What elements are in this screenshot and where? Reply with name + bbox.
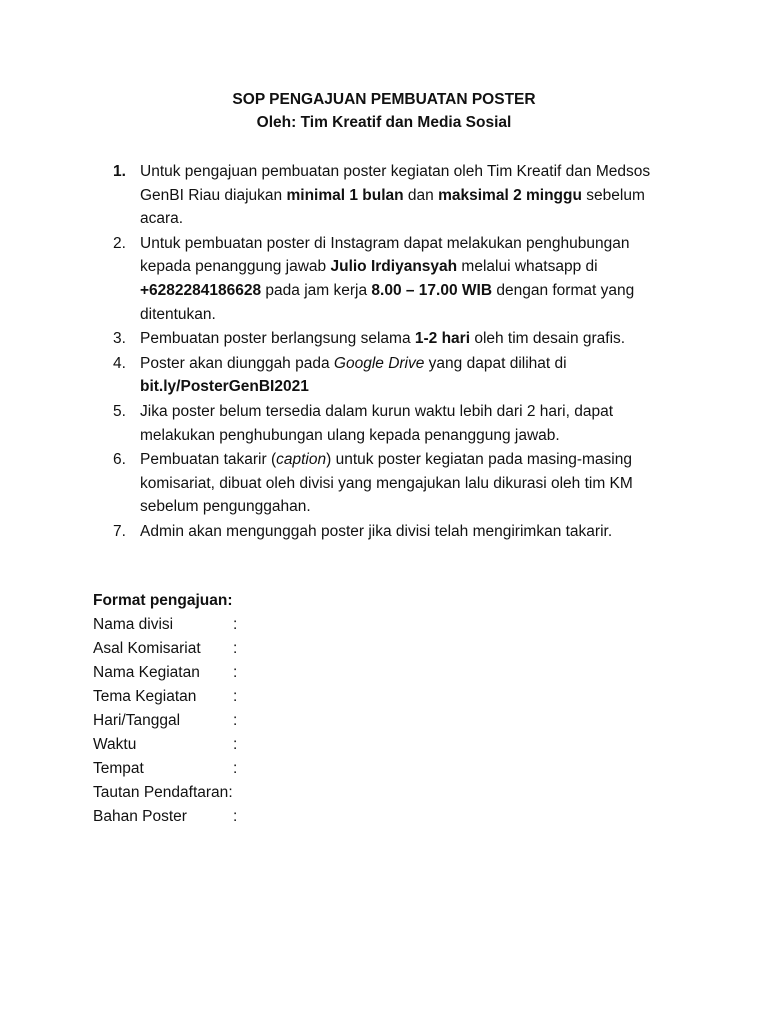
list-item-number: 5.	[113, 402, 126, 420]
form-field-label: Tema Kegiatan	[93, 688, 197, 705]
list-item-number: 1.	[113, 163, 126, 180]
list-item-number: 2.	[113, 234, 126, 252]
form-field-label: Tautan Pendaftaran	[93, 784, 229, 801]
form-field-row: Asal Komisariat :	[93, 637, 245, 661]
list-item-number: 4.	[113, 354, 126, 372]
form-field-label: Nama divisi	[93, 616, 174, 633]
form-field-row: Hari/Tanggal :	[93, 709, 245, 733]
form-heading: Format pengajuan:	[93, 592, 233, 609]
form-field-row: Tema Kegiatan :	[93, 685, 245, 709]
form-field-label: Asal Komisariat	[93, 640, 201, 657]
list-item: 1. Untuk pengajuan pembuatan poster kegiatan oleh Tim Kreatif dan Medsos GenBI Riau diajukan minimal 1 bulan dan maksimal 2 minggu sebelum acara.	[100, 160, 680, 231]
list-item: 7. Admin akan mengunggah poster jika divisi telah mengirimkan takarir.	[100, 520, 680, 544]
form-field-label: Tempat	[93, 760, 144, 777]
poster-link[interactable]: bit.ly/PosterGenBI2021	[140, 378, 309, 396]
list-item: 5. Jika poster belum tersedia dalam kurun waktu lebih dari 2 hari, dapat melakukan penghubungan ulang kepada penanggung jawab.	[100, 400, 680, 447]
form-field-row: Tempat :	[93, 757, 245, 781]
form-field-row: Nama Kegiatan :	[93, 661, 245, 685]
form-field-label: Waktu	[93, 736, 137, 753]
list-item: 3. Pembuatan poster berlangsung selama 1-2 hari oleh tim desain grafis.	[100, 327, 680, 351]
form-field-row: Bahan Poster :	[93, 805, 245, 829]
list-item: 6. Pembuatan takarir (caption) untuk poster kegiatan pada masing-masing komisariat, dibuat oleh divisi yang mengajukan lalu dikurasi oleh tim KM sebelum pengunggahan.	[100, 448, 680, 519]
form-field-label: Hari/Tanggal	[93, 712, 181, 729]
list-item-number: 3.	[113, 330, 126, 348]
document-subtitle: Oleh: Tim Kreatif dan Media Sosial	[256, 114, 512, 131]
document-title: SOP PENGAJUAN PEMBUATAN POSTER	[232, 91, 536, 108]
form-field-row: Nama divisi :	[93, 613, 245, 637]
list-item: 4. Poster akan diunggah pada Google Drive yang dapat dilihat di bit.ly/PosterGenBI2021	[100, 352, 680, 399]
form-field-row: Tautan Pendaftaran :	[93, 781, 245, 805]
list-item: 2. Untuk pembuatan poster di Instagram dapat melakukan penghubungan kepada penanggung jawab Julio Irdiyansyah melalui whatsapp di +6282284186628 pada jam kerja 8.00 – 17.00 WIB dengan format yang ditentukan.	[100, 232, 680, 326]
list-item-number: 6.	[113, 451, 126, 469]
sop-step-list	[100, 160, 680, 545]
form-field-label: Bahan Poster	[93, 808, 187, 825]
form-field-row: Waktu :	[93, 733, 245, 757]
form-field-label: Nama Kegiatan	[93, 664, 200, 681]
submission-format	[93, 589, 245, 829]
list-item-number: 7.	[113, 522, 126, 540]
